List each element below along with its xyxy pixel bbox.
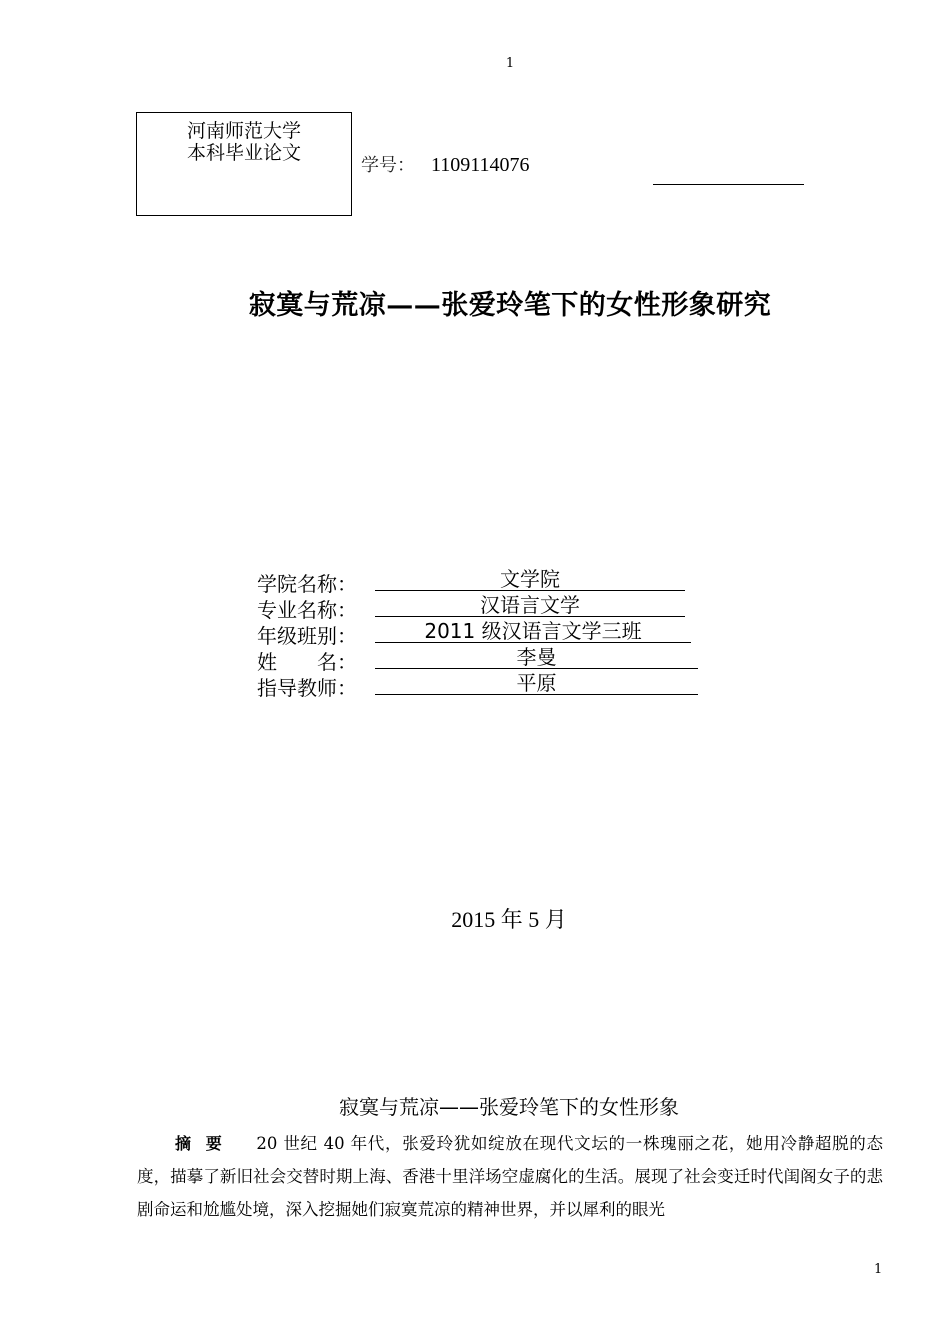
info-value: 文学院 [375, 568, 685, 591]
student-number [361, 151, 530, 177]
info-value: 2011 级汉语言文学三班 [375, 620, 691, 643]
info-value: 李曼 [375, 646, 698, 669]
info-value: 汉语言文学 [375, 594, 685, 617]
abstract-title: 寂寞与荒凉——张爱玲笔下的女性形象 [339, 1095, 679, 1119]
info-value: 平原 [375, 672, 698, 695]
blank-underline [653, 184, 804, 185]
student-number-label: 学号： [361, 155, 415, 176]
submission-date: 2015 年 5 月 [451, 907, 567, 932]
school-box [136, 112, 352, 216]
abstract-keyword: 摘要 [175, 1134, 237, 1153]
abstract-body [137, 1127, 883, 1226]
thesis-type: 本科毕业论文 [186, 142, 301, 164]
info-label: 姓 名： [257, 650, 357, 674]
info-label: 年级班别： [257, 624, 357, 648]
header-page-number: 1 [505, 56, 515, 71]
student-number-value: 1109114076 [431, 154, 530, 176]
thesis-title: 寂寞与荒凉——张爱玲笔下的女性形象研究 [248, 290, 772, 321]
info-label: 专业名称： [257, 598, 357, 622]
info-label: 指导教师： [257, 676, 357, 700]
school-name: 河南师范大学 [186, 120, 301, 142]
abstract-text: 20 世纪 40 年代，张爱玲犹如绽放在现代文坛的一株瑰丽之花，她用冷静超脱的态度，描摹了新旧社会交替时期上海、香港十里洋场空虚腐化的生活。展现了社会变迁时代闺阁女子的悲剧命运和尬尴处境，深入挖掘她们寂寞荒凉的精神世界，并以犀利的眼光 [137, 1134, 883, 1219]
info-label: 学院名称： [257, 572, 357, 596]
footer-page-number: 1 [874, 1262, 883, 1277]
